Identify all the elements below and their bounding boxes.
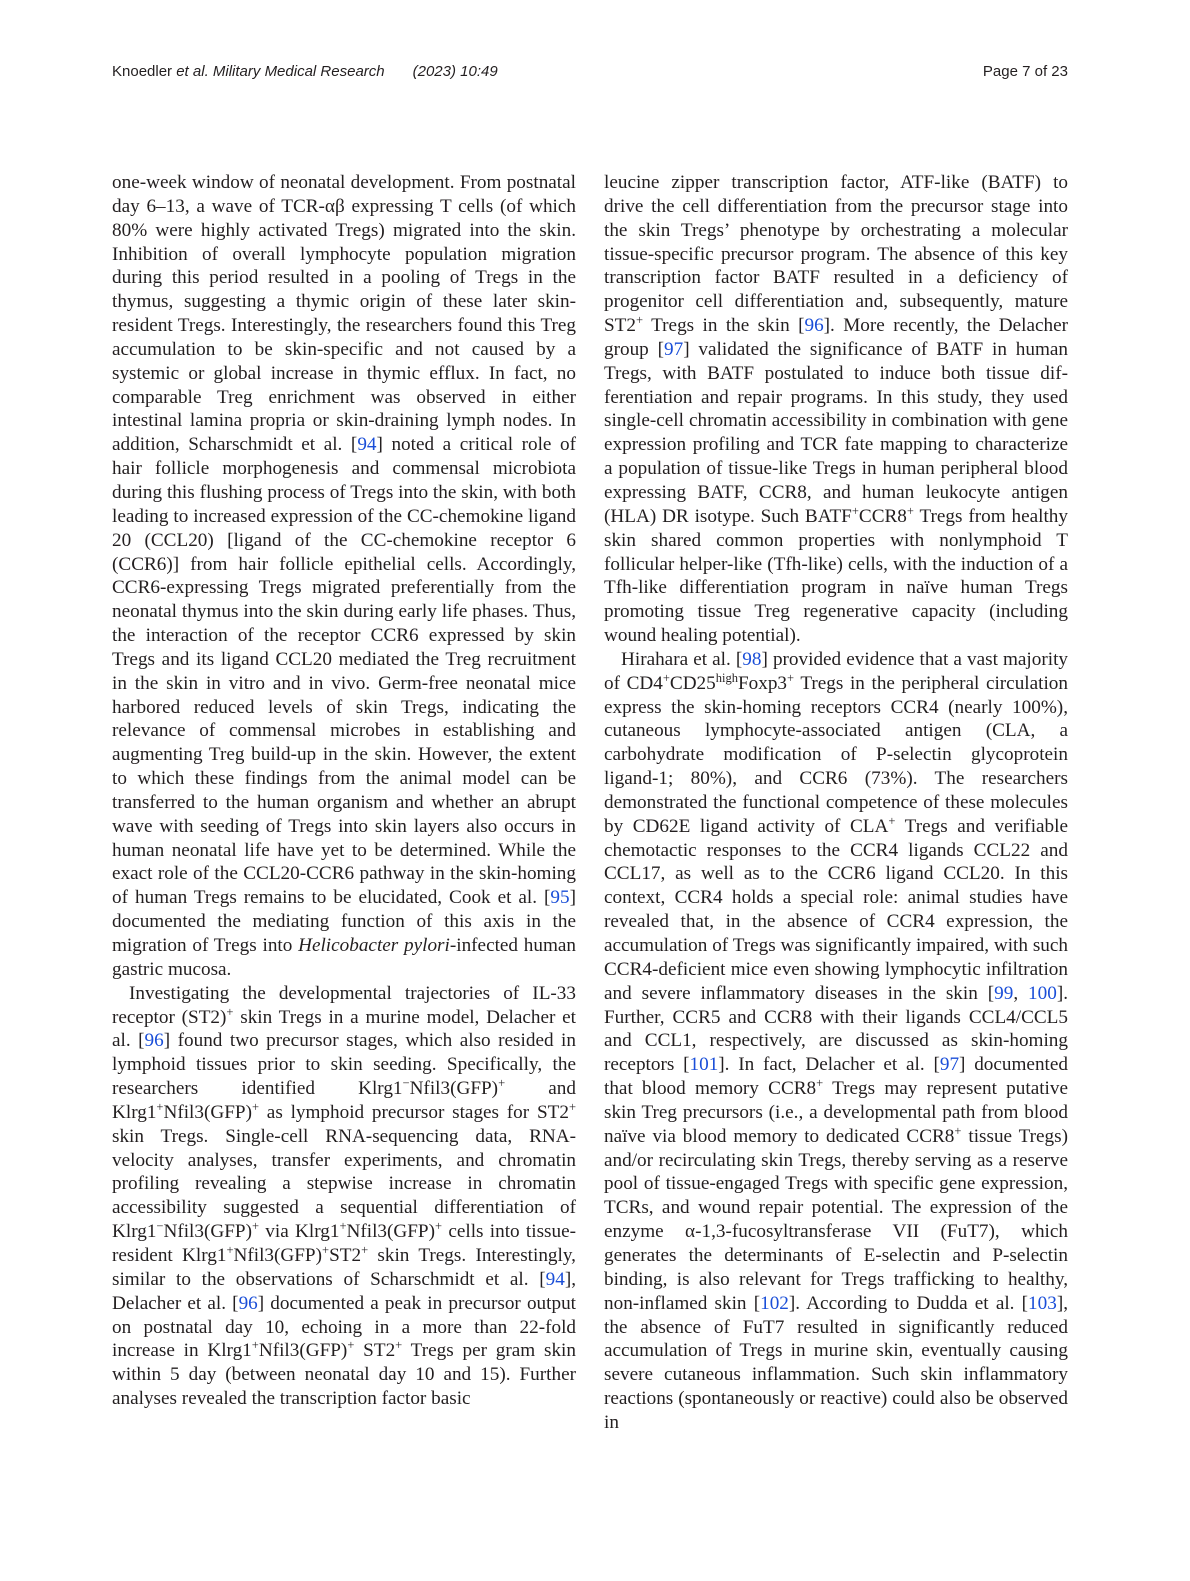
text-run: leucine zipper transcription factor, ATF-like (BATF) to drive the cell differentiation from the precursor stage into the skin Tregs’ phenotype by orchestrating a molecular tissue-specific precursor program. The absence of this key transcription factor BATF resulted in a deficiency of progenitor cell differentiation and, subsequently, mature ST2 [604, 172, 1068, 337]
header-author: Knoedler [112, 63, 173, 80]
superscript: + [251, 1099, 260, 1114]
superscript: + [226, 1004, 234, 1019]
reference-link[interactable]: 95 [550, 887, 570, 909]
text-run: ]. Further, CCR5 and CCR8 with their ligands CCL4/CCL5 and CCL1, respectively, are discussed as skin-homing receptors [ [604, 982, 1068, 1076]
text-run: Tregs from healthy skin shared common properties with nonlymphoid T follicular helper-like (Tfh-like) cells, with the induction of a Tfh-like differentiation program in naïve human Tregs promoting tissue Treg regenerative capacity (including wound healing potential). [604, 505, 1068, 647]
text-run: Nfil3(GFP) [258, 1340, 348, 1362]
text-run: Nfil3(GFP) [163, 1101, 252, 1123]
text-run: one-week window of neonatal development. From postnatal day 6–13, a wave of TCR-αβ expressing T cells (of which 80% were highly activated Tregs) migrated into the skin. Inhibition of overall lymphocyte population migration during this period resulted in a pooling of Tregs in the thymus, suggesting a thymic origin of these later skin-resident Tregs. Interestingly, the researchers found this Treg accumulation to be skin-specific and not caused by a systemic or global increase in thymic efflux. In fact, no comparable Treg enrichment was observed in either intestinal lamina propria or skin-draining lymph nodes. In addition, Scharschmidt et al. [ [112, 172, 576, 456]
superscript: + [498, 1076, 506, 1091]
superscript: high [715, 670, 738, 685]
text-run: Investigating the developmental trajectories of IL-33 receptor (ST2) [112, 982, 576, 1028]
superscript: + [156, 1099, 164, 1114]
paragraph [112, 982, 576, 1411]
text-run: ] validated the significance of BATF in human Tregs, with BATF postulated to induce both tissue differentiation and repair programs. In this study, they used single-cell chromatin accessibility in combination with gene expression profiling and TCR fate mapping to characterize a population of tissue-like Tregs in human peripheral blood expressing BATF, CCR8, and human leukocyte antigen (HLA) DR isotype. Such BATF [604, 338, 1068, 527]
reference-link[interactable]: 103 [1028, 1292, 1057, 1314]
text-run: Tregs may represent putative skin Treg precursors (i.e., a developmental path from blood naïve via blood memory to dedicated CCR8 [604, 1078, 1068, 1147]
text-run: Foxp3 [737, 672, 788, 694]
text-run: via Klrg1 [259, 1221, 340, 1243]
superscript: + [251, 1219, 260, 1234]
text-run: Tregs in the peripheral circulation express the skin-homing receptors CCR4 (nearly 100%), cutaneous lymphocyte-associated antigen (CLA, a carbohydrate modification of P-selectin glycoprotein ligand-1; 80%), and CCR6 (73%). The researchers demonstrated the functional competence of these molecules by CD62E ligand activity of CLA [604, 672, 1068, 837]
superscript: + [226, 1242, 234, 1257]
reference-link[interactable]: 102 [760, 1292, 789, 1314]
text-run: ] provided evidence that a vast majority of CD4 [604, 648, 1069, 694]
superscript: + [906, 503, 914, 518]
text-run: ] documented that blood memory CCR8 [604, 1054, 1068, 1100]
header-year-volume: (2023) 10:49 [412, 63, 498, 80]
superscript: + [816, 1076, 824, 1091]
text-run: tissue Tregs) and/or recirculating skin Tregs, thereby serving as a reserve pool of tissue-engaged Tregs with specific gene expression, TCRs, and wound repair potential. The expression of the enzyme α-1,3-fucosyltransferase VII (FuT7), which generates the determinants of E-selectin and P-selectin binding, is also relevant for Tregs trafficking to healthy, non-inflamed skin [ [604, 1125, 1069, 1314]
text-run: skin Tregs. Interestingly, similar to the observations of Scharschmidt et al. [ [112, 1244, 576, 1290]
right-text-column [604, 171, 1068, 1435]
reference-link[interactable]: 100 [1028, 982, 1057, 1004]
text-run: and Klrg1 [112, 1078, 576, 1123]
superscript: + [888, 813, 896, 828]
superscript: − [156, 1219, 164, 1234]
text-run: ] found two precursor stages, which also resided in lymphoid tissues prior to skin seeding. Specifically, the researchers identified Klrg1 [112, 1030, 576, 1100]
reference-link[interactable]: 98 [742, 648, 762, 670]
text-run: as lymphoid precursor stages for ST2 [259, 1101, 569, 1123]
text-run: Tregs and verifiable chemotactic responses to the CCR4 ligands CCL22 and CCL17, as well as to the CCR6 ligand CCL20. In this context, CCR4 holds a special role: animal studies have revealed that, in the absence of CCR4 expression, the accumulation of Tregs was significantly impaired, with such CCR4-deficient mice even showing lymphocytic infiltration and severe inflammatory diseases in the skin [ [604, 815, 1068, 1004]
text-run: ], Delacher et al. [ [112, 1268, 576, 1314]
superscript: + [787, 670, 795, 685]
text-run: ] noted a critical role of hair follicle morphogenesis and commensal microbiota during this flushing process of Tregs into the skin, with both leading to increased expression of the CC-chemokine ligand 20 (CCL20) [ligand of the CC-chemokine receptor 6 (CCR6)] from hair follicle epithelial cells. Accordingly, CCR6-expressing Tregs migrated preferentially from the neonatal thymus into the skin during early life phases. Thus, the interaction of the receptor CCR6 expressed by skin Tregs and its ligand CCL20 mediated the Treg recruitment in the skin in vitro and in vivo. Germ-free neonatal mice harbored reduced levels of skin Tregs, indicating the relevance of commensal microbes in establishing and augmenting Treg build-up in the skin. However, the extent to which these findings from the animal model can be transferred to the human organism and whether an abrupt wave with seeding of Tregs into skin layers also occurs in human neonatal life have yet to be determined. While the exact role of the CCL20-CCR6 pathway in the skin-homing of human Tregs remains to be elucidated, Cook et al. [ [112, 434, 576, 909]
text-run: ]. In fact, Delacher et al. [ [718, 1054, 940, 1076]
text-run: CD25 [669, 672, 716, 694]
reference-link[interactable]: 99 [994, 982, 1014, 1004]
text-run: CCR8 [858, 505, 907, 527]
superscript: + [251, 1338, 259, 1353]
text-run: Tregs per gram skin within 5 day (between neonatal day 10 and 15). Further analyses revealed the transcription factor basic [112, 1340, 576, 1410]
header-journal: et al. Military Medical Research [172, 63, 385, 80]
reference-link[interactable]: 94 [545, 1268, 565, 1290]
reference-link[interactable]: 97 [664, 338, 684, 360]
paragraph [112, 171, 576, 982]
reference-link[interactable]: 96 [144, 1030, 164, 1052]
text-run: Nfil3(GFP) [233, 1244, 322, 1266]
superscript: + [954, 1123, 962, 1138]
reference-link[interactable]: 97 [939, 1054, 960, 1076]
superscript: + [361, 1242, 369, 1257]
reference-link[interactable]: 101 [689, 1054, 719, 1076]
text-run: skin Tregs in a murine model, Delacher et al. [ [112, 1006, 576, 1052]
superscript: + [662, 670, 670, 685]
italic-text: Helicobacter pylori [298, 935, 450, 956]
text-run: Tregs in the skin [ [643, 315, 805, 337]
text-run: ]. More recently, the Delacher group [ [604, 315, 1069, 360]
text-run: ], the absence of FuT7 resulted in significantly reduced accumulation of Tregs in murine skin, eventually causing severe cutaneous inflammation. Such skin inflammatory reactions (spontaneously or reactive) could also be observed in [604, 1292, 1068, 1433]
text-run: ST2 [329, 1244, 362, 1266]
text-run: ST2 [354, 1340, 396, 1362]
page-number: Page 7 of 23 [982, 63, 1068, 80]
text-run: Nfil3(GFP) [346, 1221, 435, 1243]
text-run: skin Tregs. Single-cell RNA-sequencing data, RNA-velocity analyses, transfer experiments, and chromatin profiling revealing a stepwise increase in chromatin accessibility suggested a sequential differentiation of Klrg1 [112, 1125, 576, 1243]
text-run: -infected human gastric mucosa. [112, 935, 576, 980]
text-run: ] documented a peak in precursor output on postnatal day 10, echoing in a more than 22-fold increase in Klrg1 [112, 1292, 576, 1362]
superscript: + [568, 1099, 576, 1114]
superscript: + [339, 1219, 347, 1234]
paragraph [604, 171, 1068, 648]
text-run: , [1013, 982, 1029, 1004]
text-run: Nfil3(GFP) [163, 1221, 252, 1243]
superscript: − [402, 1076, 410, 1091]
text-run: ]. According to Dudda et al. [ [788, 1292, 1029, 1314]
paragraph [604, 648, 1068, 1435]
text-run: ] documented the mediating function of this axis in the migration of Tregs into [112, 887, 576, 956]
text-run: Hirahara et al. [ [621, 648, 743, 670]
reference-link[interactable]: 96 [804, 315, 824, 337]
superscript: + [636, 313, 644, 328]
superscript: + [395, 1338, 403, 1353]
reference-link[interactable]: 96 [238, 1292, 258, 1314]
left-text-column [112, 171, 576, 1411]
reference-link[interactable]: 94 [357, 434, 377, 456]
running-header [112, 63, 498, 80]
text-run: Nfil3(GFP) [409, 1078, 499, 1100]
superscript: + [322, 1242, 330, 1257]
superscript: + [851, 503, 859, 518]
text-run: cells into tissue-resident Klrg1 [112, 1221, 577, 1266]
superscript: + [435, 1219, 443, 1234]
superscript: + [347, 1338, 355, 1353]
